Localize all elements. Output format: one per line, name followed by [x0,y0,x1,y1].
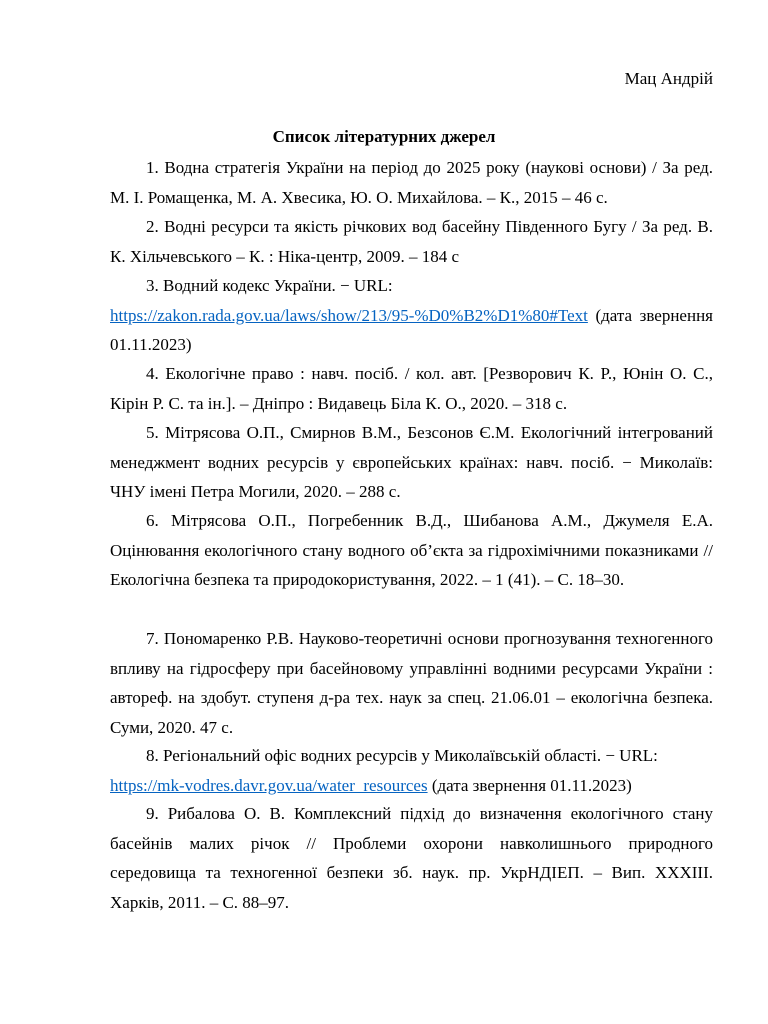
reference-text: 7. Пономаренко Р.В. Науково-теоретичні основи прогнозування техногенного впливу на гідросферу при басейновому управлінні водними ресурсами України : автореф. на здобут. ступеня д-ра тех. наук за спец. 21.06.01 – екологічна безпека. Суми, 2020. 47 с. [110,629,713,737]
reference-text: (дата звернення 01.11.2023) [110,305,713,354]
reference-text: 5. Мітрясова О.П., Смирнов В.М., Безсонов Є.М. Екологічний інтегрований менеджмент водних ресурсів у європейських країнах: навч. посіб. − Миколаїв: ЧНУ імені Петра Могили, 2020. – 288 с. [110,423,713,501]
reference-text: 8. Регіональний офіс водних ресурсів у Миколаївській області. − URL: [146,746,658,765]
reference-item-1 [110,153,713,212]
reference-text: 4. Екологічне право : навч. посіб. / кол. авт. [Резворович К. Р., Юнін О. С., Кірін Р. С. та ін.]. – Дніпро : Видавець Біла К. О., 2020. – 318 с. [110,364,713,413]
reference-item-4 [110,359,713,418]
reference-item-6 [110,506,713,595]
reference-item-7 [110,624,713,742]
reference-link[interactable]: https://mk-vodres.davr.gov.ua/water_resources [110,775,428,795]
reference-text: 2. Водні ресурси та якість річкових вод басейну Південного Бугу / За ред. В. К. Хільчевського – К. : Ніка-центр, 2009. – 184 с [110,217,713,266]
reference-text: 1. Водна стратегія України на період до 2025 року (наукові основи) / За ред. М. І. Ромащенка, М. А. Хвесика, Ю. О. Михайлова. – К., 2015 – 46 с. [110,158,713,207]
reference-item-9 [110,799,713,917]
reference-text: 3. Водний кодекс України. − URL: [146,276,393,295]
reference-link[interactable]: https://zakon.rada.gov.ua/laws/show/213/95-%D0%B2%D1%80#Text [110,305,588,325]
bibliography-title: Список літературних джерел [272,127,496,146]
reference-item-8 [110,741,713,800]
author-name: Мац Андрій [624,69,713,88]
reference-item-3 [110,271,713,360]
reference-text: 6. Мітрясова О.П., Погребенник В.Д., Шибанова А.М., Джумеля Е.А. Оцінювання екологічного стану водного об’єкта за гідрохімічними показниками // Екологічна безпека та природокористування, 2022. – 1 (41). – С. 18–30. [110,511,713,589]
reference-item-5 [110,418,713,507]
reference-text: 9. Рибалова О. В. Комплексний підхід до визначення екологічного стану басейнів малих річок // Проблеми охорони навколишнього природного середовища та техногенної безпеки зб. наук. пр. УкрНДІЕП. – Вип. XXXIII. Харків, 2011. – С. 88–97. [110,804,713,912]
reference-item-2 [110,212,713,271]
reference-text: (дата звернення 01.11.2023) [427,775,632,795]
